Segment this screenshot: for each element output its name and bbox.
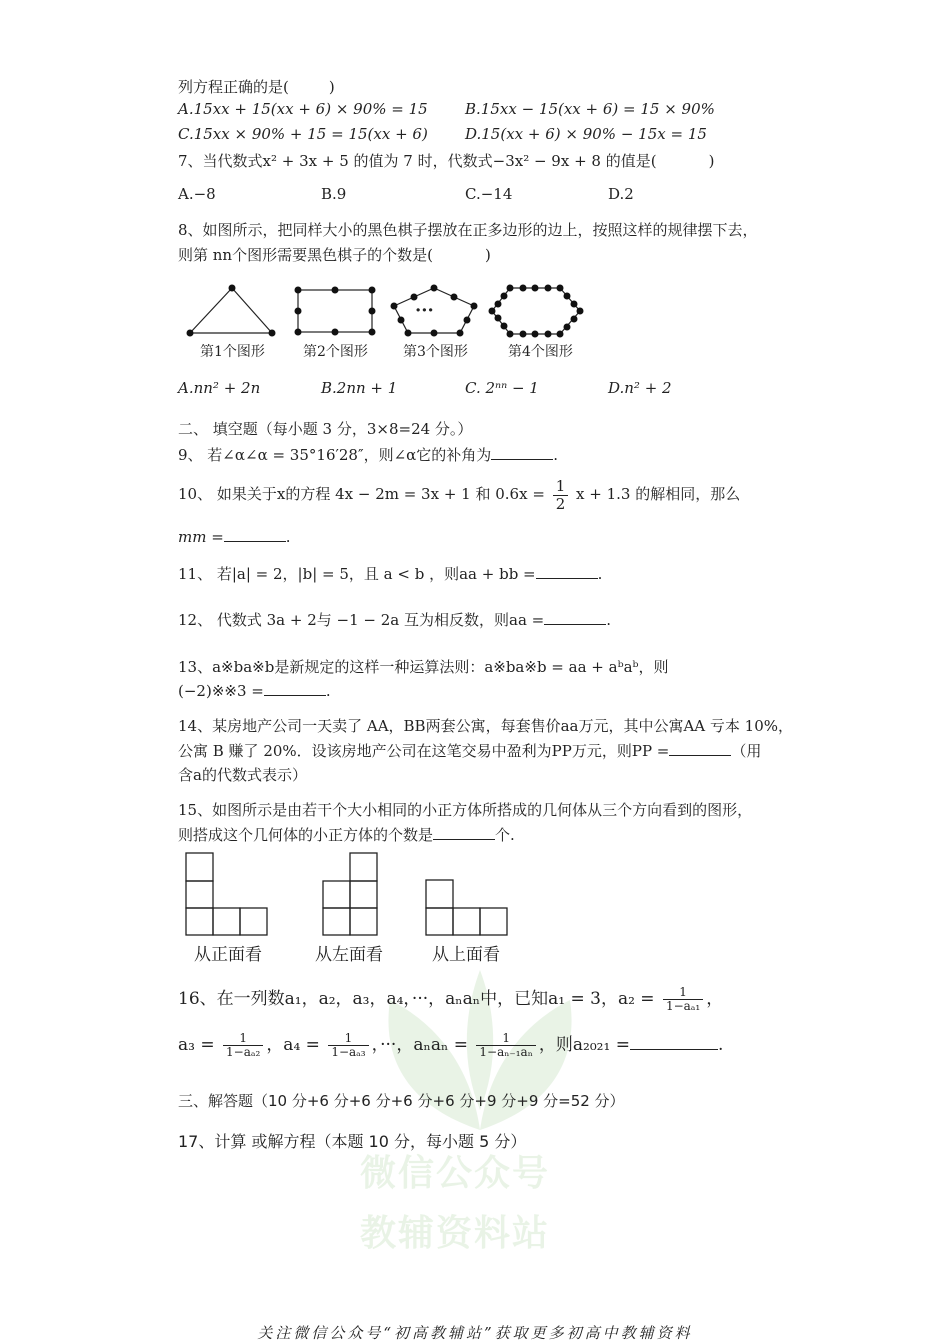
section-2-heading: 二、 填空题（每小题 3 分，3×8=24 分。）	[178, 420, 473, 438]
view-caption-top: 从上面看	[432, 945, 500, 965]
figure-1-triangle	[187, 285, 276, 337]
q15-three-views	[180, 850, 510, 940]
q8-option-d: D.n² + 2	[608, 379, 672, 397]
q8-figure-sequence	[180, 280, 640, 342]
watermark-line1: 微信公众号	[360, 1153, 551, 1194]
q14-line2: 公寓 B 赚了 20%．设该房地产公司在这笔交易中盈利为PP万元，则PP = （用	[178, 742, 762, 760]
q10-fraction: $\frac{1}{2}$	[553, 478, 569, 512]
q13-line2: (−2)※※3 = .	[178, 682, 331, 700]
q7-option-c: C.−14	[465, 185, 513, 203]
q8-option-c: C. 2ⁿⁿ − 1	[465, 379, 539, 397]
figure-ellipsis: ···	[415, 300, 434, 321]
q15-line2: 则搭成这个几何体的小正方体的个数是 个.	[178, 826, 515, 844]
q16-an-fraction: $\frac{1}{\text{1−aₙ₋₁aₙ}}$	[476, 1032, 536, 1059]
figure-caption-1: 第1个图形	[200, 344, 265, 360]
q8-option-a: A.nn² + 2n	[178, 379, 261, 397]
figure-2-square	[295, 287, 376, 336]
q7-option-d: D.2	[608, 185, 634, 203]
q6-option-a: A.15xx + 15(xx + 6) × 90% = 15	[178, 100, 428, 118]
footer-note: 关注微信公众号“初高教辅站”获取更多初高中教辅资料	[257, 1324, 693, 1342]
q16-a4-fraction: $\frac{1}{\text{1−aₐ₃}}$	[328, 1032, 368, 1059]
q6-stem: 列方程正确的是( )	[178, 78, 335, 96]
top-view	[426, 880, 507, 935]
q6-option-c: C.15xx × 90% + 15 = 15(xx + 6)	[178, 125, 428, 143]
watermark-line2: 教辅资料站	[360, 1213, 551, 1254]
figure-4-hexagon	[489, 285, 584, 338]
section-3-heading: 三、解答题（10 分+6 分+6 分+6 分+6 分+9 分+9 分=52 分）	[178, 1092, 625, 1110]
q8-line1: 8、如图所示，把同样大小的黑色棋子摆放在正多边形的边上，按照这样的规律摆下去，	[178, 221, 758, 239]
q10-line1: 10、 如果关于x的方程 4x − 2m = 3x + 1 和 0.6x = $\frac{1}{2}$ x + 1.3 的解相同，那么	[178, 477, 741, 513]
q7-option-b: B.9	[321, 185, 347, 203]
q15-line1: 15、如图所示是由若干个大小相同的小正方体所搭成的几何体从三个方向看到的图形，	[178, 801, 753, 819]
q16-line2: a₃ = $\frac{1}{\text{1−aₐ₂}}$ ，a₄ = $\frac{1}{\text{1−aₐ₃}}$ ，···，aₙaₙ = $\frac{1}{\text{1−aₙ₋₁aₙ}}$ ，则a₂₀₂₁ = .	[178, 1030, 724, 1059]
q8-option-b: B.2nn + 1	[321, 379, 398, 397]
q16-a2-fraction: $\frac{1}{\text{1−aₐ₁}}$	[663, 986, 703, 1013]
q14-line3: 含a的代数式表示）	[178, 766, 307, 784]
q6-option-b: B.15xx − 15(xx + 6) = 15 × 90%	[465, 100, 715, 118]
view-caption-left: 从左面看	[315, 945, 383, 965]
q9: 9、 若∠α∠α = 35°16′28″，则∠α它的补角为 .	[178, 446, 559, 464]
q8-line2: 则第 nn个图形需要黑色棋子的个数是( )	[178, 246, 491, 264]
q16-line1: 16、在一列数a₁，a₂，a₃，a₄，···，aₙaₙ中，已知a₁ = 3，a₂ = $\frac{1}{\text{1−aₐ₁}}$ ，	[178, 984, 724, 1013]
figure-caption-4: 第4个图形	[508, 344, 573, 360]
q10-line2: mm = .	[178, 528, 291, 546]
q7-stem: 7、当代数式x² + 3x + 5 的值为 7 时，代数式−3x² − 9x + 8 的值是( )	[178, 152, 715, 170]
q11: 11、 若|a| = 2，|b| = 5，且 a < b ，则aa + bb = .	[178, 565, 603, 583]
q17: 17、计算 或解方程（本题 10 分，每小题 5 分）	[178, 1132, 527, 1151]
figure-caption-2: 第2个图形	[303, 344, 368, 360]
q6-option-d: D.15(xx + 6) × 90% − 15x = 15	[465, 125, 707, 143]
view-caption-front: 从正面看	[194, 945, 262, 965]
figure-caption-3: 第3个图形	[403, 344, 468, 360]
front-view	[186, 853, 267, 935]
figure-3-pentagon	[391, 285, 478, 337]
q13-line1: 13、a※ba※b是新规定的这样一种运算法则：a※ba※b = aa + aᵇaᵇ，则	[178, 658, 669, 676]
left-view	[323, 853, 377, 935]
q16-a3-fraction: $\frac{1}{\text{1−aₐ₂}}$	[223, 1032, 263, 1059]
q14-line1: 14、某房地产公司一天卖了 AA，BB两套公寓，每套售价aa万元，其中公寓AA 亏本 10%，	[178, 717, 793, 735]
q7-option-a: A.−8	[178, 185, 216, 203]
q12: 12、 代数式 3a + 2与 −1 − 2a 互为相反数，则aa = .	[178, 611, 612, 629]
